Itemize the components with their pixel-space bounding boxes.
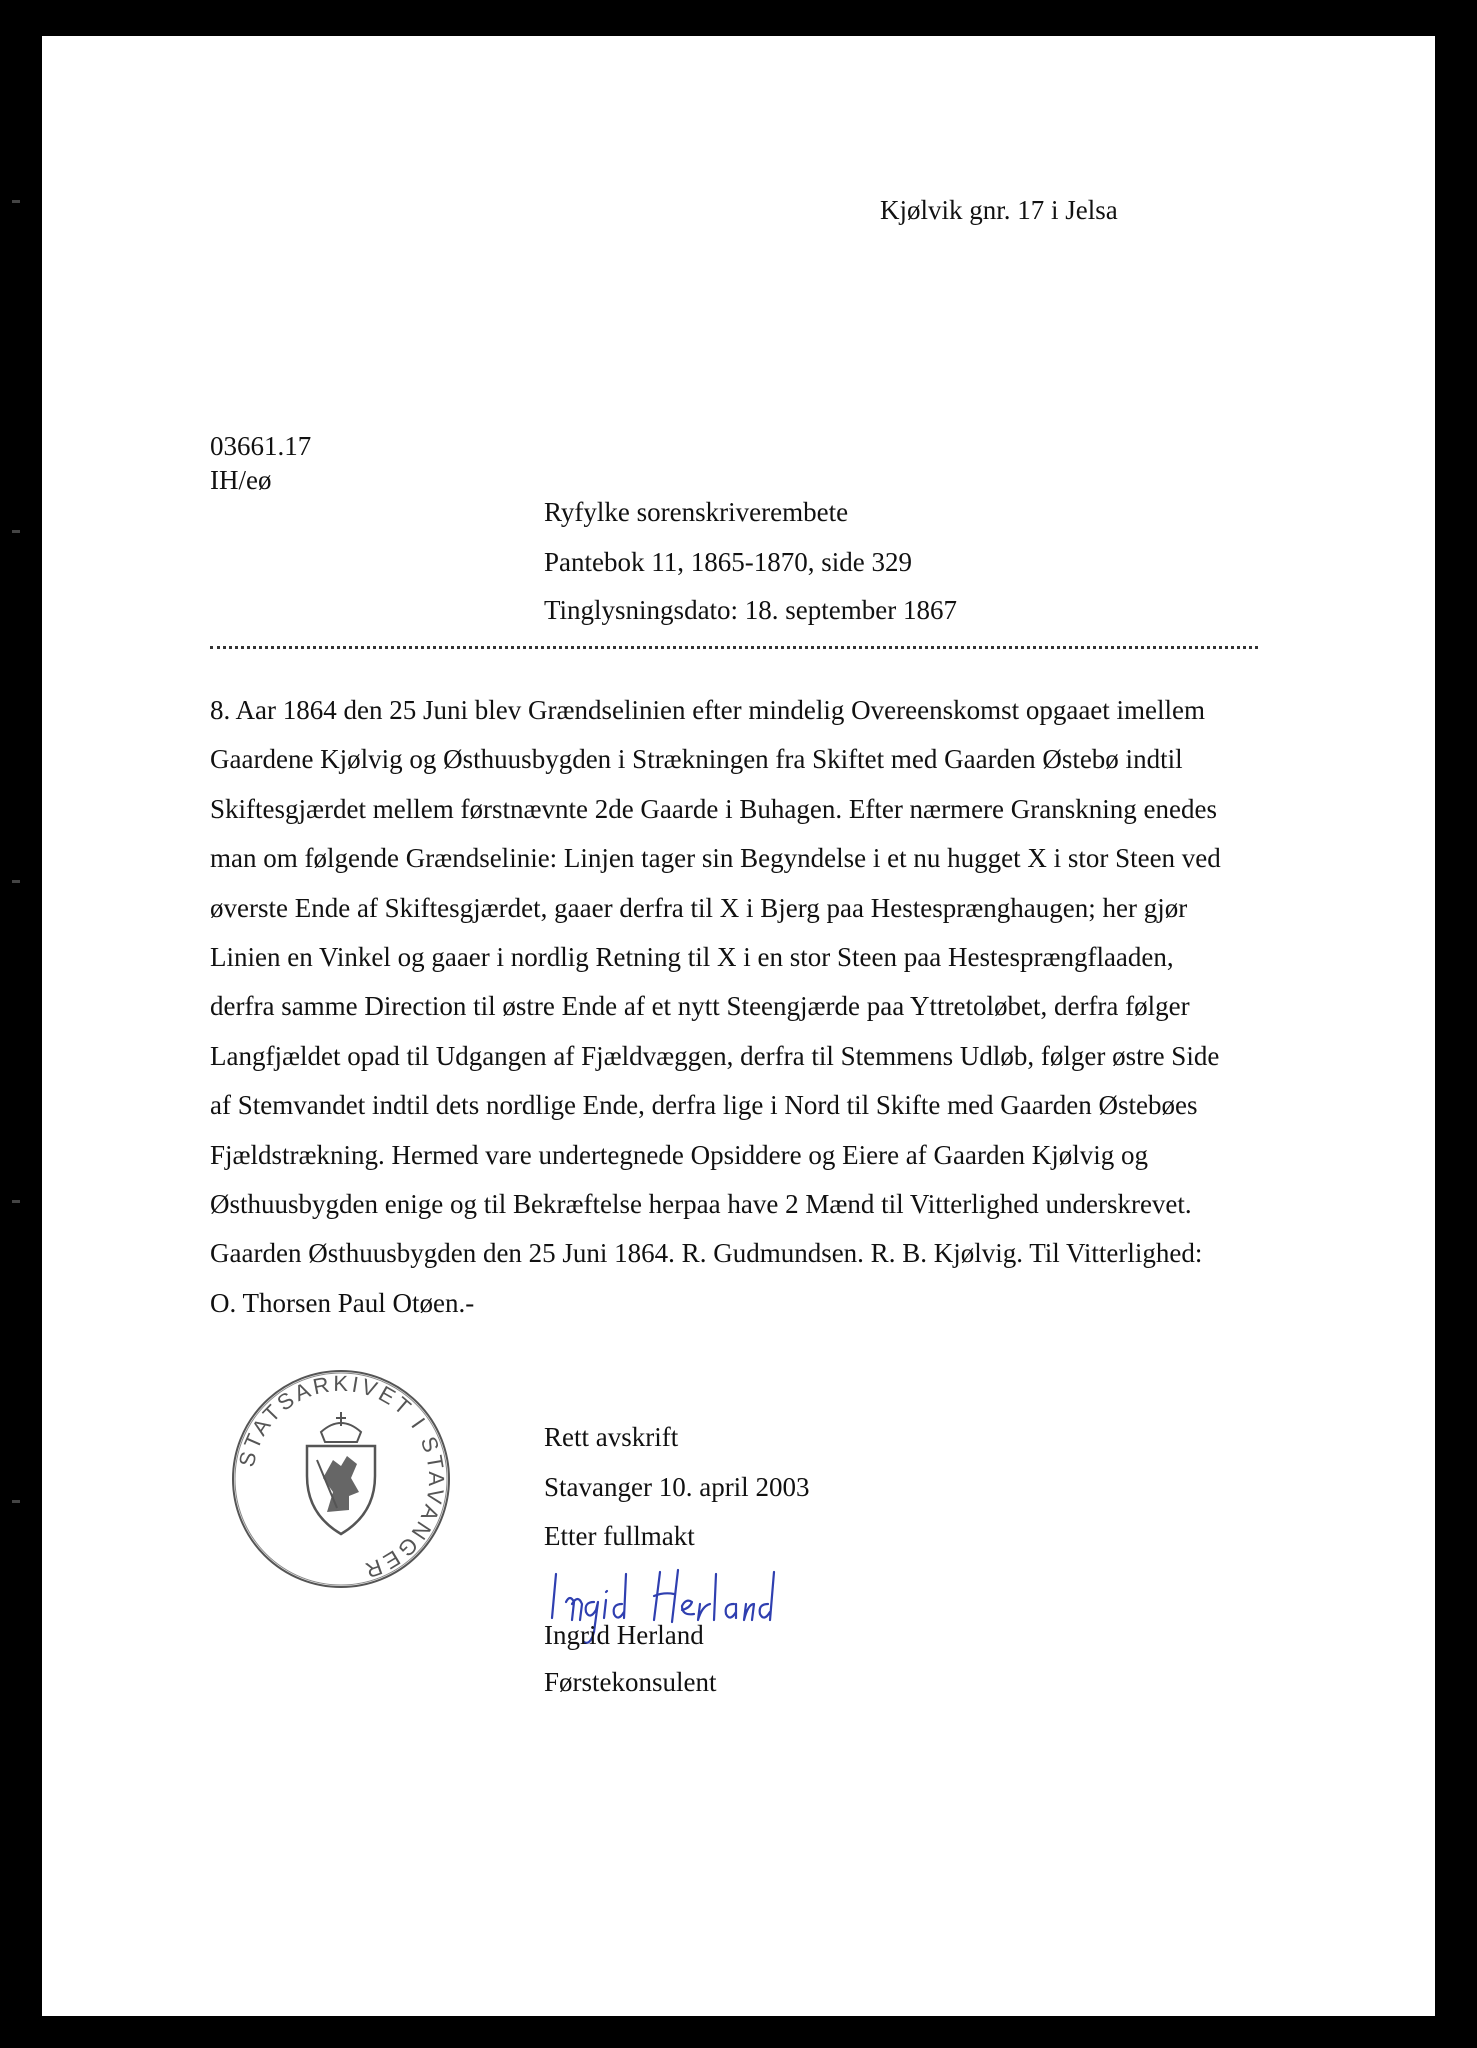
- document-page: [42, 36, 1435, 2016]
- svg-text:STATSARKIVET I STAVANGER: STATSARKIVET I STAVANGER: [233, 1370, 450, 1585]
- body-line: øverste Ende af Skiftesgjærdet, gaaer derfra til X i Bjerg paa Hestesprænghaugen; her gjør: [210, 892, 1188, 923]
- body-line: Langfjældet opad til Udgangen af Fjældvæggen, derfra til Stemmens Udløb, følger østre Side: [210, 1040, 1220, 1071]
- property-heading: Kjølvik gnr. 17 i Jelsa: [880, 195, 1118, 225]
- transcription-body: [210, 686, 1330, 1328]
- body-line: af Stemvandet indtil dets nordlige Ende, derfra lige i Nord til Skifte med Gaarden Østebøes: [210, 1090, 1198, 1121]
- authorization-label: Etter fullmakt: [544, 1521, 695, 1551]
- scan-edge-mark: [12, 1500, 20, 1503]
- scan-edge-mark: [12, 200, 20, 203]
- body-line: O. Thorsen Paul Otøen.-: [210, 1287, 475, 1318]
- reference-initials: IH/eø: [210, 465, 272, 495]
- certified-copy-label: Rett avskrift: [544, 1422, 679, 1452]
- scan-edge-mark: [12, 880, 20, 883]
- body-line: derfra samme Direction til østre Ende af et nytt Steengjærde paa Yttretoløbet, derfra følger: [210, 991, 1190, 1022]
- body-line: Gaardene Kjølvig og Østhuusbygden i Strækningen fra Skiftet med Gaarden Østebø indtil: [210, 744, 1183, 775]
- body-line: Gaarden Østhuusbygden den 25 Juni 1864. R. Gudmundsen. R. B. Kjølvig. Til Vitterlighed:: [210, 1238, 1203, 1269]
- body-line: Østhuusbygden enige og til Bekræftelse herpaa have 2 Mænd til Vitterlighed underskrevet.: [210, 1189, 1192, 1220]
- source-book: Pantebok 11, 1865-1870, side 329: [544, 547, 912, 577]
- dotted-divider: [210, 642, 1258, 649]
- body-line: Skiftesgjærdet mellem førstnævnte 2de Gaarde i Buhagen. Efter nærmere Granskning enedes: [210, 793, 1217, 824]
- body-line: Fjældstrækning. Hermed vare undertegnede Opsiddere og Eiere af Gaarden Kjølvig og: [210, 1139, 1148, 1170]
- body-line: 8. Aar 1864 den 25 Juni blev Grændselinien efter mindelig Overeenskomst opgaaet imellem: [210, 695, 1206, 725]
- signatory-name: Ingrid Herland: [544, 1620, 704, 1650]
- norwegian-coat-of-arms-icon: [307, 1412, 375, 1534]
- source-office: Ryfylke sorenskriverembete: [544, 497, 849, 527]
- signatory-title: Førstekonsulent: [544, 1667, 717, 1697]
- archive-seal-stamp: [228, 1366, 454, 1592]
- registration-date: Tinglysningsdato: 18. september 1867: [544, 595, 958, 625]
- body-line: Linien en Vinkel og gaaer i nordlig Retning til X i en stor Steen paa Hestesprængflaaden,: [210, 942, 1174, 973]
- reference-number: 03661.17: [210, 431, 312, 461]
- body-line: man om følgende Grændselinie: Linjen tager sin Begyndelse i et nu hugget X i stor Steen ved: [210, 843, 1221, 874]
- scan-edge-mark: [12, 530, 20, 533]
- scan-edge-mark: [12, 1200, 20, 1203]
- certification-place-date: Stavanger 10. april 2003: [544, 1472, 810, 1502]
